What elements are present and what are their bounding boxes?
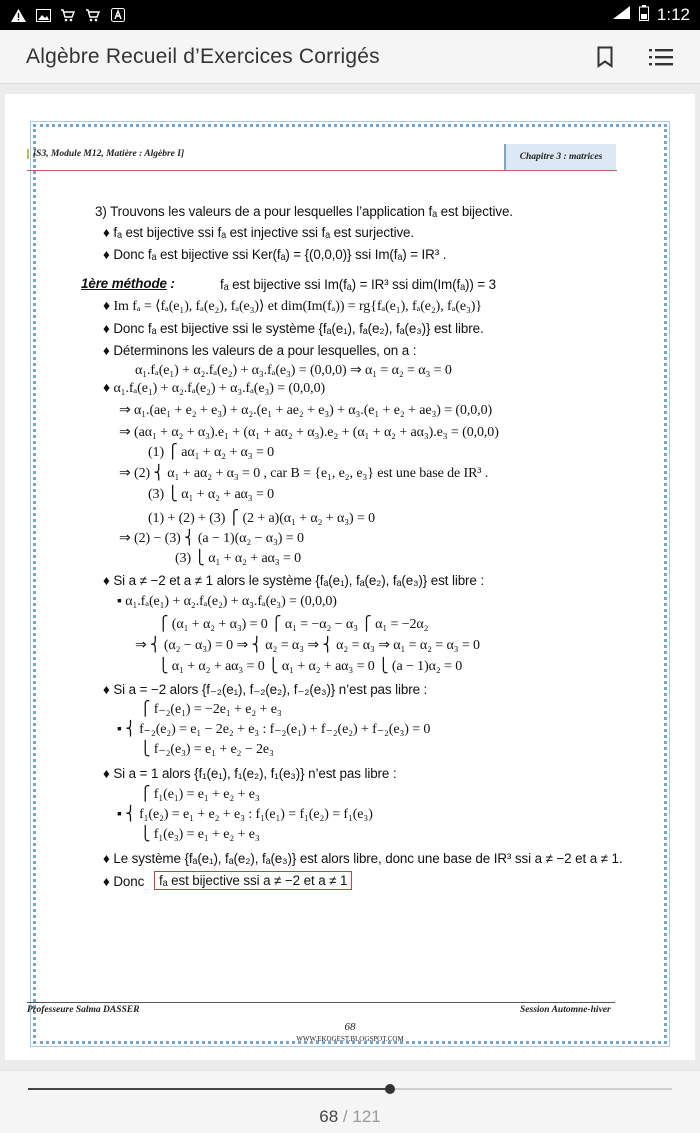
bookmark-icon[interactable] — [590, 42, 620, 72]
image-icon — [35, 8, 51, 22]
slider-progress — [28, 1088, 390, 1090]
slider-knob[interactable] — [385, 1084, 395, 1094]
system-line: ▪ ⎨ f₋₂(e₂) = e₁ − 2e₂ + e₃ : f₋₂(e₁) + f₋₂(e₂) + f₋₂(e₃) = 0 — [117, 722, 431, 737]
document-title: Algèbre Recueil d’Exercices Corrigés — [26, 44, 380, 68]
system-line: ⇒ (2) ⎨ α₁ + aα₂ + α₃ = 0 , car B = {e₁, e₂, e₃} est une base de IR³ . — [119, 466, 489, 481]
system-line: ⎩ α₁ + α₂ + aα₃ = 0 ⎩ α₁ + α₂ + aα₃ = 0 ⎩ (a − 1)α₂ = 0 — [158, 659, 463, 674]
text-line: ♦ Si a = 1 alors {f₁(e₁), f₁(e₂), f₁(e₃)} n’est pas libre : — [103, 766, 397, 781]
a-icon — [110, 8, 126, 22]
footer-session: Session Automne-hiver — [520, 1005, 611, 1015]
text-line: ♦ fₐ est bijective ssi fₐ est injective ssi fₐ est surjective. — [103, 225, 415, 240]
method-label: 1ère méthode — [81, 276, 167, 291]
text-line: fₐ est bijective ssi Im(fₐ) = IR³ ssi dim(Im(fₐ)) = 3 — [220, 277, 497, 292]
question-line: 3) Trouvons les valeurs de a pour lesquelles l’application fₐ est bijective. — [95, 204, 513, 219]
system-line: ⇒ (2) − (3) ⎨ (a − 1)(α₂ − α₃) = 0 — [119, 531, 304, 546]
footer-url: WWW.EKOGEST.BLOGSPOT.COM — [296, 1035, 404, 1043]
page-header-chapter: Chapitre 3 : matrices — [504, 144, 616, 170]
page-number: 68 — [344, 1021, 356, 1033]
page-content — [5, 94, 695, 1060]
text-line: ♦ Si a ≠ −2 et a ≠ 1 alors le système {fₐ(e₁), fₐ(e₂), fₐ(e₃)} est libre : — [103, 573, 485, 588]
page-slider[interactable] — [28, 1088, 672, 1090]
conclusion-box: fₐ est bijective ssi a ≠ −2 et a ≠ 1 — [154, 871, 352, 890]
system-line: ⇒ ⎨ (α₂ − α₃) = 0 ⇒ ⎨ α₂ = α₃ ⇒ ⎨ α₂ = α₃ ⇒ α₁ = α₂ = α₃ = 0 — [135, 638, 480, 653]
system-line: ⎧ f₋₂(e₁) = −2e₁ + e₂ + e₃ — [140, 702, 282, 717]
signal-icon — [613, 5, 631, 25]
formula-line: ▪ α₁.fₐ(e₁) + α₂.fₐ(e₂) + α₃.fₐ(e₃) = (0,0,0) — [117, 594, 337, 609]
text-line: ♦ Donc — [103, 874, 145, 889]
method-colon: : — [166, 276, 175, 291]
document-viewer[interactable] — [0, 84, 700, 1070]
system-line: ⎧ (α₁ + α₂ + α₃) = 0 ⎧ α₁ = −α₂ − α₃ ⎧ α₁ = −2α₂ — [158, 617, 429, 632]
page-header-module: [S3, Module M12, Matière : Algèbre I] — [27, 149, 184, 159]
status-time: 1:12 — [656, 5, 690, 24]
text-line: ♦ Donc fₐ est bijective ssi Ker(fₐ) = {(0,0,0)} ssi Im(fₐ) = IR³ . — [103, 247, 447, 262]
system-line: (1) + (2) + (3) ⎧ (2 + a)(α₁ + α₂ + α₃) = 0 — [148, 511, 376, 526]
pdf-page — [5, 94, 695, 1060]
cart-wifi-icon — [85, 8, 101, 22]
battery-icon — [639, 5, 649, 26]
current-page: 68 — [319, 1107, 339, 1126]
system-line: ⎧ f₁(e₁) = e₁ + e₂ + e₃ — [140, 787, 260, 802]
list-icon[interactable] — [646, 42, 676, 72]
page-counter — [0, 1107, 700, 1127]
formula-line: ♦ α₁.fₐ(e₁) + α₂.fₐ(e₂) + α₃.fₐ(e₃) = (0,0,0) — [103, 381, 326, 396]
system-line: ⎩ f₋₂(e₃) = e₁ + e₂ − 2e₃ — [140, 742, 274, 757]
cart-wifi-icon — [60, 8, 76, 22]
formula-line: ♦ Im fₐ = ⟨fₐ(e₁), fₐ(e₂), fₐ(e₃)⟩ et dim(Im(fₐ)) = rg{fₐ(e₁), fₐ(e₂), fₐ(e₃)} — [103, 299, 482, 314]
warning-icon — [10, 8, 26, 22]
formula-line: α₁.fₐ(e₁) + α₂.fₐ(e₂) + α₃.fₐ(e₃) = (0,0,0) ⇒ α₁ = α₂ = α₃ = 0 — [135, 363, 452, 378]
system-line: (3) ⎩ α₁ + α₂ + aα₃ = 0 — [175, 551, 302, 566]
formula-line: ⇒ α₁.(ae₁ + e₂ + e₃) + α₂.(e₁ + ae₂ + e₃) + α₃.(e₁ + e₂ + ae₃) = (0,0,0) — [119, 403, 493, 418]
formula-line: ⇒ (aα₁ + α₂ + α₃).e₁ + (α₁ + aα₂ + α₃).e₂ + (α₁ + α₂ + aα₃).e₃ = (0,0,0) — [119, 425, 499, 440]
system-line: (3) ⎩ α₁ + α₂ + aα₃ = 0 — [148, 487, 275, 502]
text-line: ♦ Déterminons les valeurs de a pour lesquelles, on a : — [103, 343, 417, 358]
text-line: ♦ Le système {fₐ(e₁), fₐ(e₂), fₐ(e₃)} est alors libre, donc une base de IR³ ssi a ≠ −2 et a ≠ 1. — [103, 851, 623, 866]
page-separator: / — [338, 1107, 353, 1126]
method-heading — [81, 276, 175, 291]
text-line: ♦ Donc fₐ est bijective ssi le système {fₐ(e₁), fₐ(e₂), fₐ(e₃)} est libre. — [103, 321, 484, 336]
system-line: ▪ ⎨ f₁(e₂) = e₁ + e₂ + e₃ : f₁(e₁) = f₁(e₂) = f₁(e₃) — [117, 807, 373, 822]
text-line: ♦ Si a = −2 alors {f₋₂(e₁), f₋₂(e₂), f₋₂(e₃)} n’est pas libre : — [103, 682, 428, 697]
status-bar — [0, 0, 700, 30]
footer-divider — [27, 1002, 615, 1003]
system-line: (1) ⎧ aα₁ + α₂ + α₃ = 0 — [148, 445, 275, 460]
app-bar — [0, 30, 700, 84]
total-pages: 121 — [352, 1107, 381, 1126]
system-line: ⎩ f₁(e₃) = e₁ + e₂ + e₃ — [140, 827, 260, 842]
page-navigation — [0, 1070, 700, 1133]
footer-author: Professeure Salma DASSER — [27, 1005, 140, 1015]
